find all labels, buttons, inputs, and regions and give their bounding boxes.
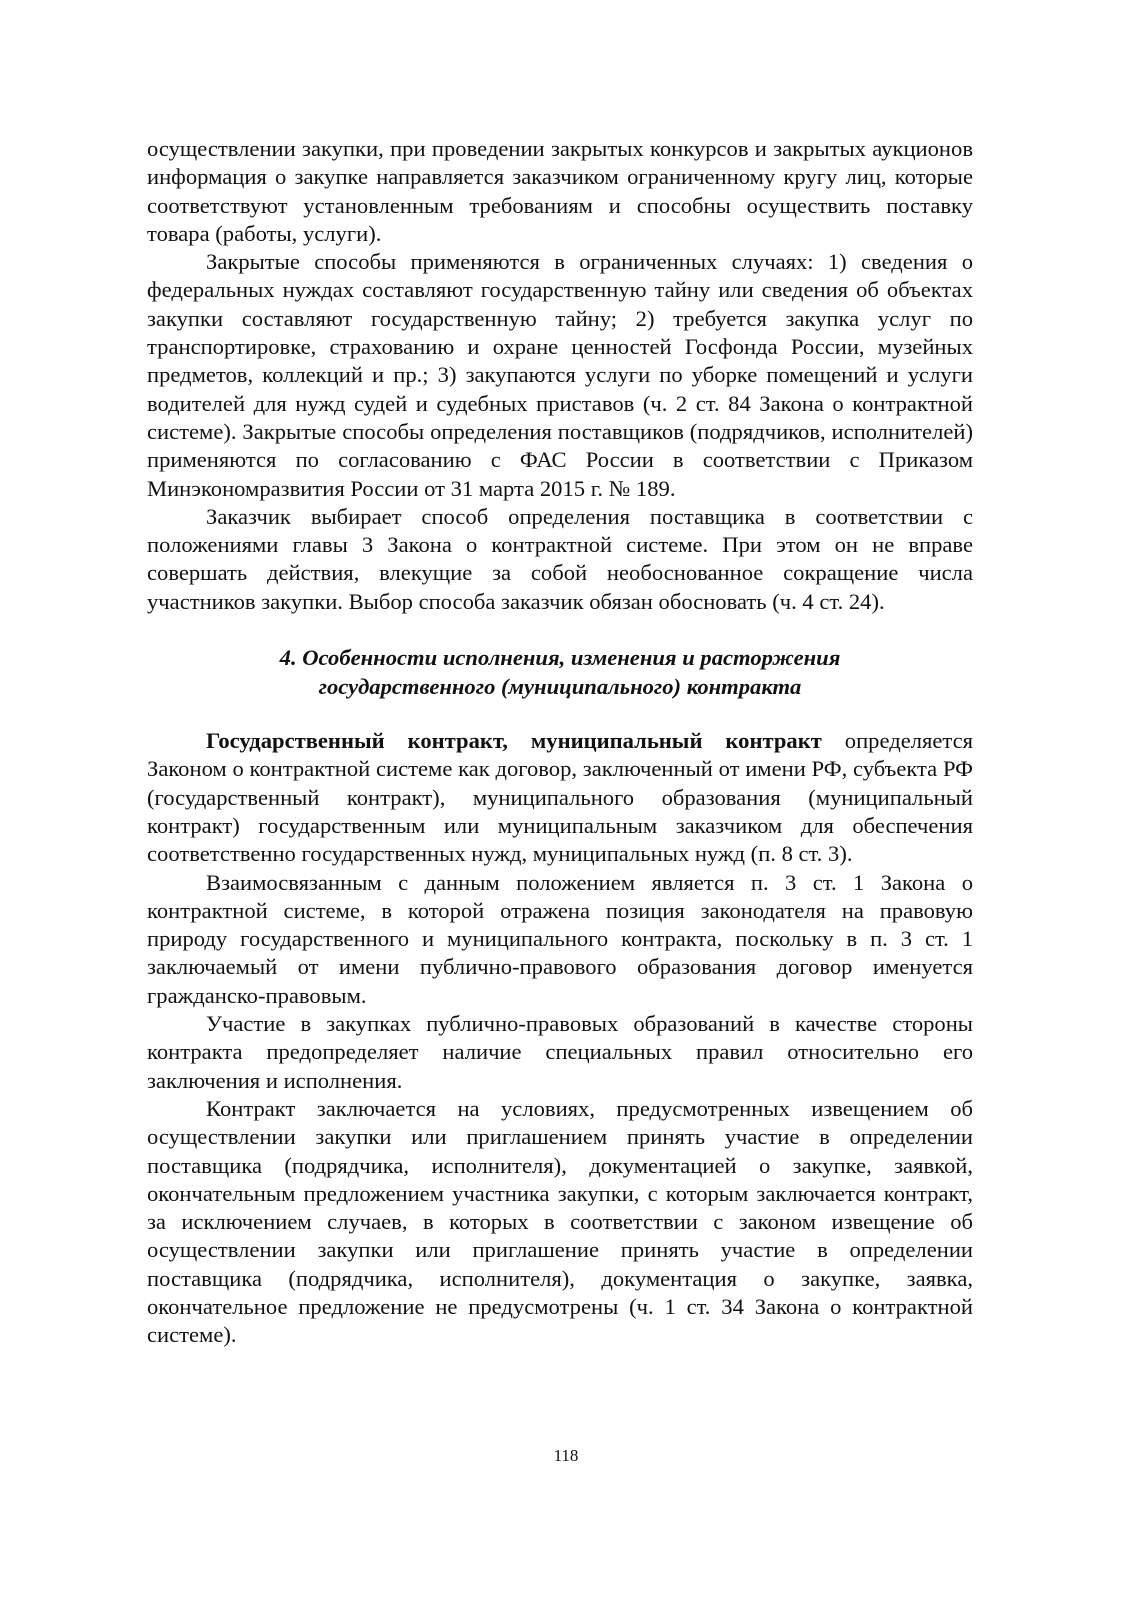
section-heading: [147, 643, 973, 701]
paragraph-1: осуществлении закупки, при проведении закрытых конкурсов и закрытых аукционов информация о закупке направляется заказчиком ограниченному кругу лиц, которые соответствуют установленным требованиям и способны осуществить поставку товара (работы, услуги).: [147, 136, 973, 246]
paragraph-5: Взаимосвязанным с данным положением является п. 3 ст. 1 Закона о контрактной системе, в которой отражена позиция законодателя на правовую природу государственного и муниципального контракта, поскольку в п. 3 ст. 1 заключаемый от имени публично-правового образования договор именуется гражданско-правовым.: [147, 869, 973, 1008]
section-heading-line-1: 4. Особенности исполнения, изменения и расторжения: [279, 645, 841, 671]
page-number: 118: [553, 1446, 579, 1465]
paragraph-3: Заказчик выбирает способ определения поставщика в соответствии с положениями главы 3 Закона о контрактной системе. При этом он не вправе совершать действия, влекущие за собой необоснованное сокращение числа участников закупки. Выбор способа заказчик обязан обосновать (ч. 4 ст. 24).: [147, 503, 973, 614]
definition-text: определяется Законом о контрактной системе как договор, заключенный от имени РФ, субъекта РФ (государственный контракт), муниципального образования (муниципальный контракт) государственным или муниципальным заказчиком для обеспечения соответственно государственных нужд, муниципальных нужд (п. 8 ст. 3).: [147, 728, 973, 867]
paragraph-6: Участие в закупках публично-правовых образований в качестве стороны контракта предопределяет наличие специальных правил относительно его заключения и исполнения.: [147, 1011, 973, 1093]
paragraph-2: Закрытые способы применяются в ограниченных случаях: 1) сведения о федеральных нуждах составляют государственную тайну или сведения об объектах закупки составляют государственную тайну; 2) требуется закупка услуг по транспортировке, страхованию и охране ценностей Госфонда России, музейных предметов, коллекций и пр.; 3) закупаются услуги по уборке помещений и услуги водителей для нужд судей и судебных приставов (ч. 2 ст. 84 Закона о контрактной системе). Закрытые способы определения поставщиков (подрядчиков, исполнителей) применяются по согласованию с ФАС России в соответствии с Приказом Минэкономразвития России от 31 марта 2015 г. № 189.: [147, 249, 973, 501]
defined-term: Государственный контракт, муниципальный контракт: [206, 728, 822, 754]
section-heading-line-2: государственного (муниципального) контракта: [318, 674, 802, 700]
document-page: [147, 135, 973, 1350]
definition-paragraph: [147, 727, 973, 868]
paragraph-7: Контракт заключается на условиях, предусмотренных извещением об осуществлении закупки или приглашением принять участие в определении поставщика (подрядчика, исполнителя), документацией о закупке, заявкой, окончательным предложением участника закупки, с которым заключается контракт, за исключением случаев, в которых в соответствии с законом извещение об осуществлении закупки или приглашение принять участие в определении поставщика (подрядчика, исполнителя), документация о закупке, заявка, окончательное предложение не предусмотрены (ч. 1 ст. 34 Закона о контрактной системе).: [147, 1095, 973, 1348]
